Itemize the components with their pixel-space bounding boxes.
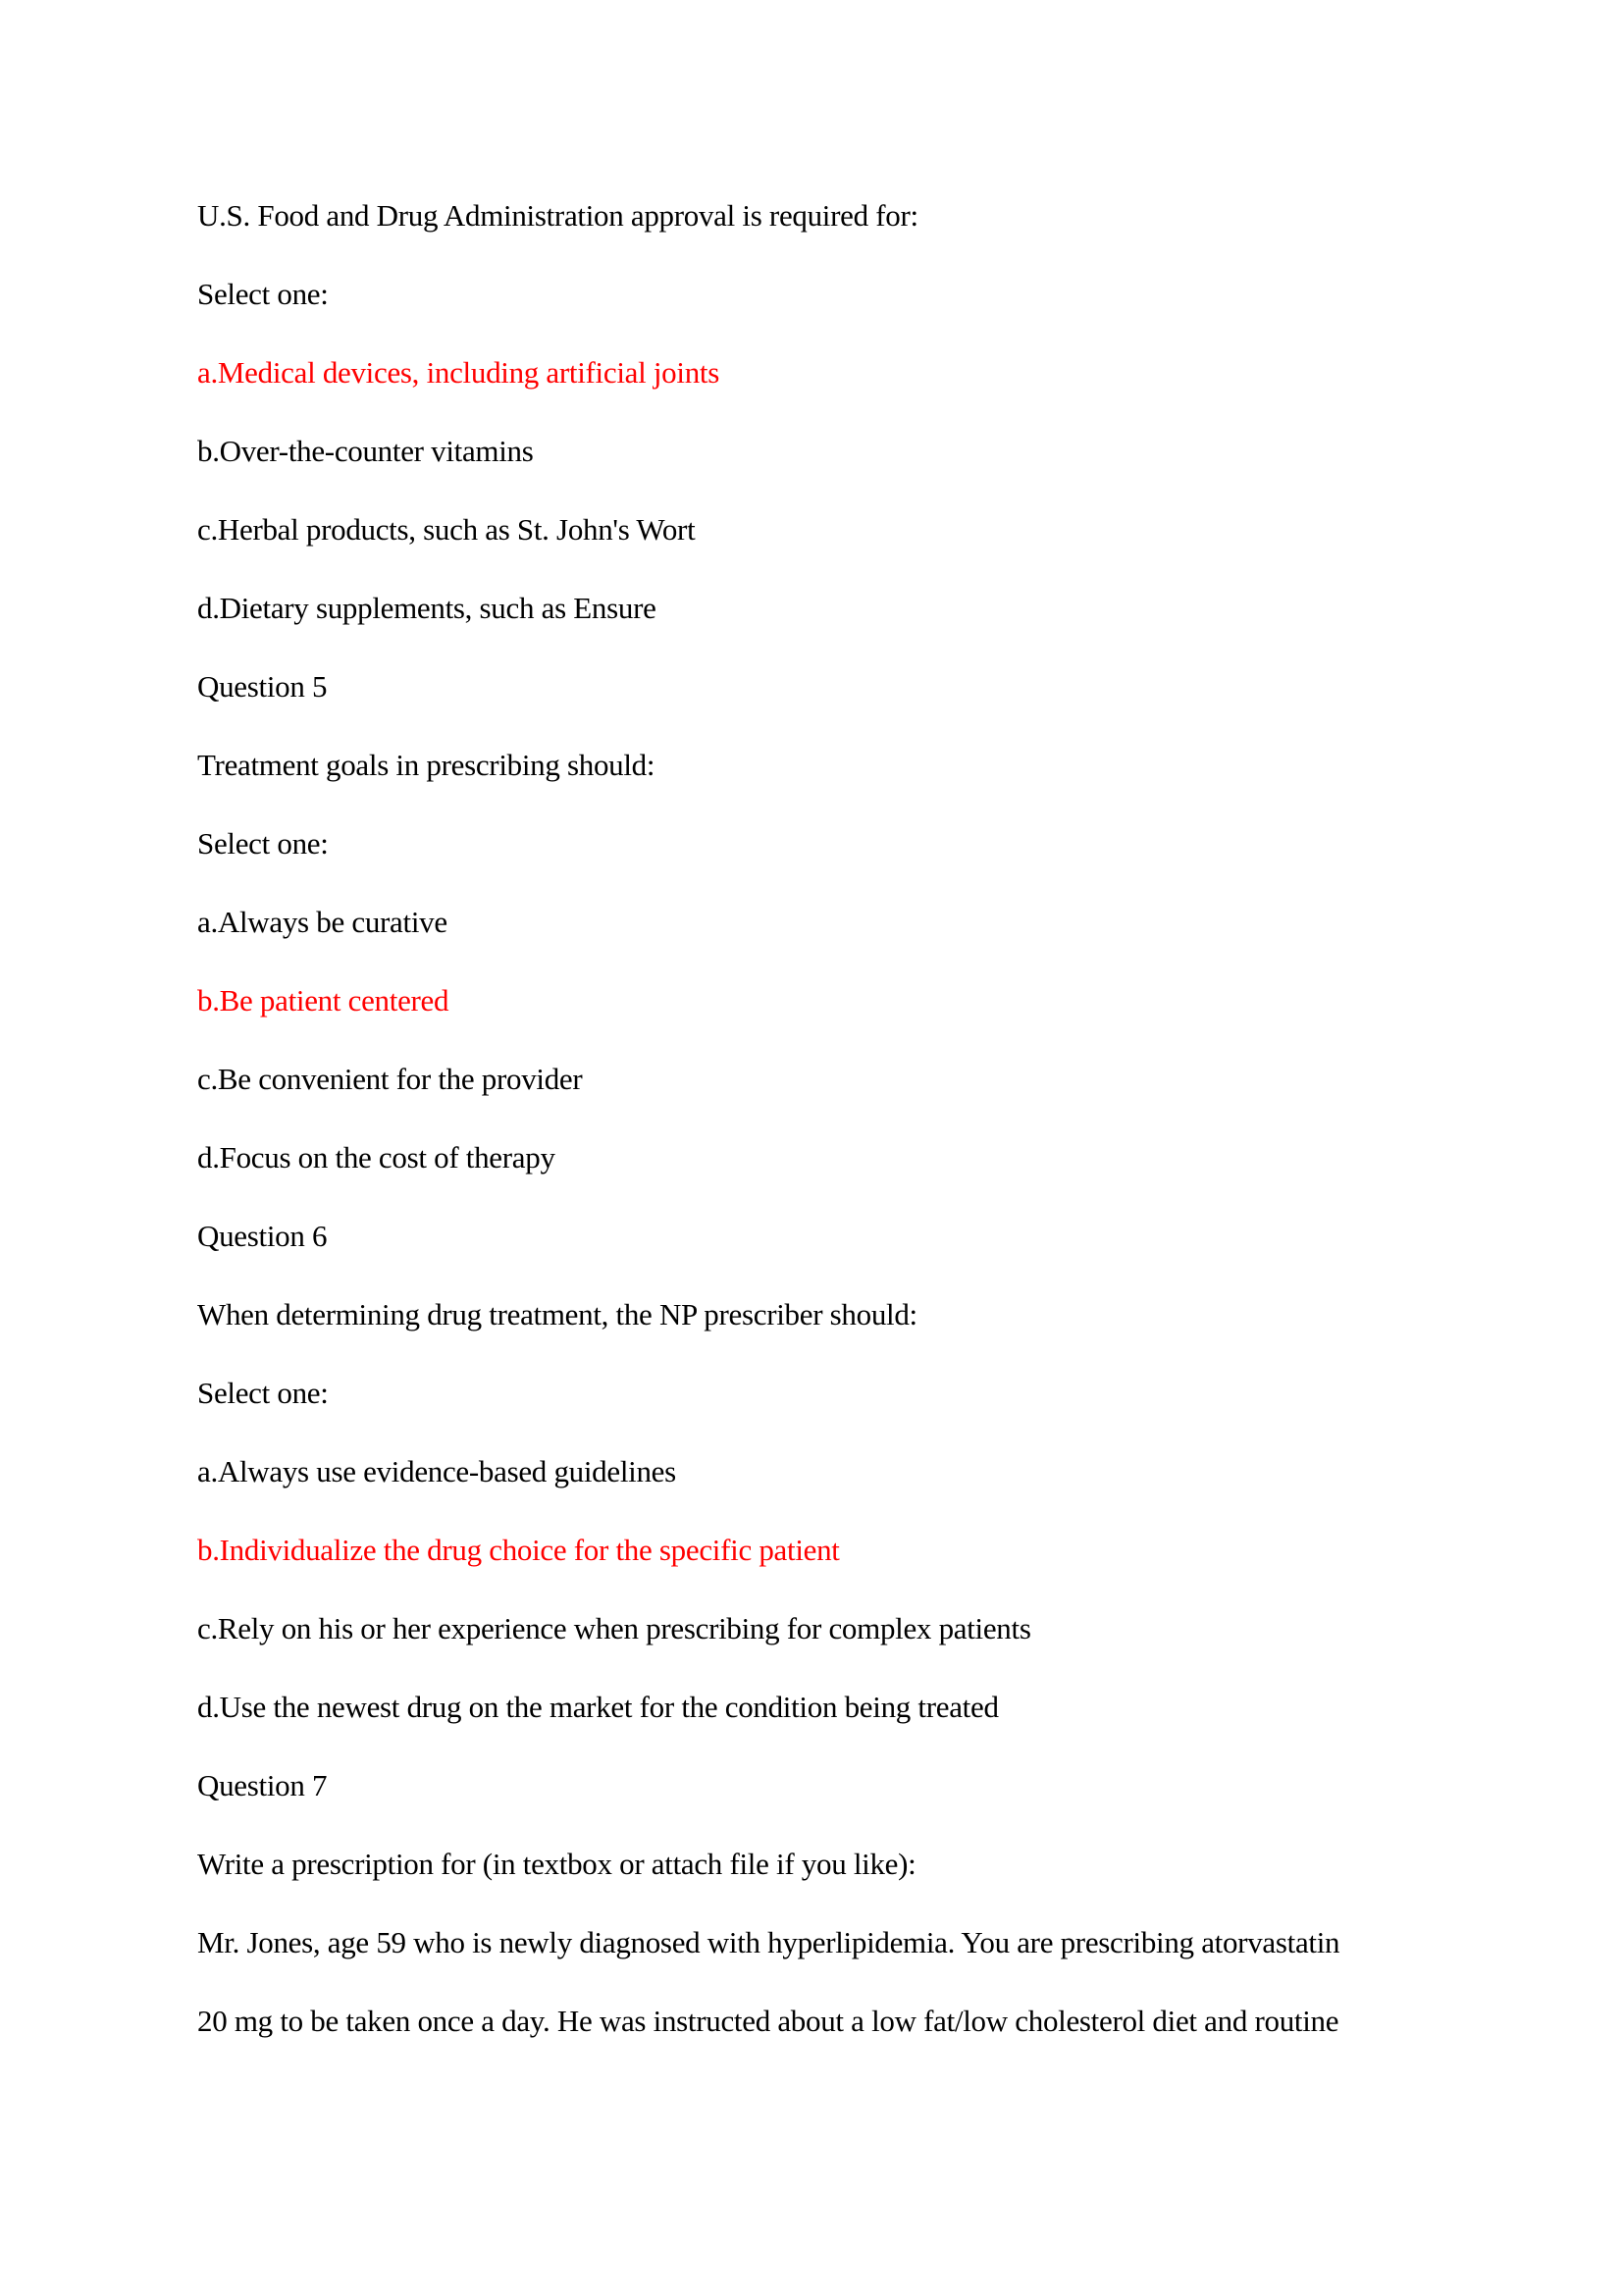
q6-option-a: a.Always use evidence-based guidelines [197, 1454, 676, 1488]
q5-option-c: c.Be convenient for the provider [197, 1062, 583, 1096]
q6-heading: Question 6 [197, 1219, 328, 1253]
q7-heading: Question 7 [197, 1768, 328, 1802]
q4-prompt: U.S. Food and Drug Administration approval is required for: [197, 198, 918, 233]
q4-select-one: Select one: [197, 277, 329, 311]
q4-option-b: b.Over-the-counter vitamins [197, 434, 534, 468]
q4-option-d: d.Dietary supplements, such as Ensure [197, 591, 656, 625]
q7-body-line-2: 20 mg to be taken once a day. He was instructed about a low fat/low cholesterol diet and routine [197, 2004, 1339, 2038]
q5-select-one: Select one: [197, 826, 329, 861]
q6-select-one: Select one: [197, 1376, 329, 1410]
q5-prompt: Treatment goals in prescribing should: [197, 748, 655, 782]
q6-prompt: When determining drug treatment, the NP prescriber should: [197, 1297, 917, 1331]
q5-option-d: d.Focus on the cost of therapy [197, 1140, 555, 1174]
q4-option-c: c.Herbal products, such as St. John's Wort [197, 512, 696, 547]
q7-body-line-1: Mr. Jones, age 59 who is newly diagnosed with hyperlipidemia. You are prescribing atorvastatin [197, 1925, 1340, 1959]
q5-option-a: a.Always be curative [197, 905, 447, 939]
q5-heading: Question 5 [197, 669, 328, 704]
q6-option-c: c.Rely on his or her experience when prescribing for complex patients [197, 1611, 1031, 1645]
q7-prompt: Write a prescription for (in textbox or attach file if you like): [197, 1847, 916, 1881]
q4-option-a-correct: a.Medical devices, including artificial joints [197, 355, 719, 390]
q5-option-b-correct: b.Be patient centered [197, 983, 449, 1018]
q6-option-d: d.Use the newest drug on the market for the condition being treated [197, 1690, 999, 1724]
q6-option-b-correct: b.Individualize the drug choice for the specific patient [197, 1533, 840, 1567]
